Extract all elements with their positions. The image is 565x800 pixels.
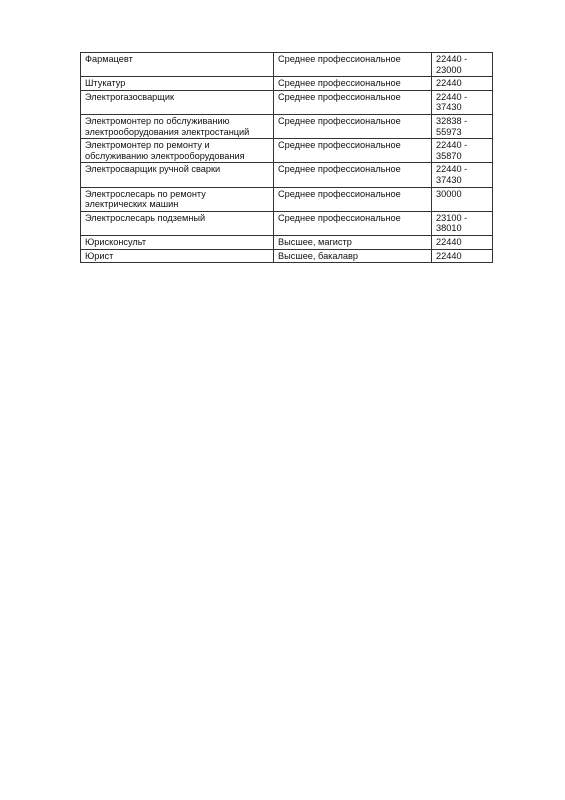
salary-cell: 23100 - 38010 xyxy=(432,211,493,235)
table-row xyxy=(81,114,493,138)
education-cell: Среднее профессиональное xyxy=(274,90,432,114)
salary-cell: 32838 - 55973 xyxy=(432,114,493,138)
salary-cell: 22440 - 37430 xyxy=(432,90,493,114)
table-row xyxy=(81,163,493,187)
table-row xyxy=(81,211,493,235)
education-cell: Среднее профессиональное xyxy=(274,77,432,91)
education-cell: Среднее профессиональное xyxy=(274,114,432,138)
salary-cell: 22440 xyxy=(432,77,493,91)
table-row xyxy=(81,77,493,91)
profession-cell: Электромонтер по обслуживанию электрооборудования электростанций xyxy=(81,114,274,138)
table-row xyxy=(81,235,493,249)
profession-cell: Штукатур xyxy=(81,77,274,91)
profession-cell: Электрослесарь подземный xyxy=(81,211,274,235)
salary-cell: 22440 - 35870 xyxy=(432,139,493,163)
profession-cell: Электрослесарь по ремонту электрических машин xyxy=(81,187,274,211)
profession-cell: Электрогазосварщик xyxy=(81,90,274,114)
education-cell: Среднее профессиональное xyxy=(274,139,432,163)
education-cell: Среднее профессиональное xyxy=(274,53,432,77)
salary-cell: 22440 xyxy=(432,235,493,249)
profession-cell: Электромонтер по ремонту и обслуживанию электрооборудования xyxy=(81,139,274,163)
profession-cell: Юрист xyxy=(81,249,274,263)
table-row xyxy=(81,249,493,263)
profession-cell: Фармацевт xyxy=(81,53,274,77)
salary-cell: 30000 xyxy=(432,187,493,211)
profession-cell: Электросварщик ручной сварки xyxy=(81,163,274,187)
education-cell: Высшее, бакалавр xyxy=(274,249,432,263)
table-row xyxy=(81,139,493,163)
table-row xyxy=(81,90,493,114)
education-cell: Высшее, магистр xyxy=(274,235,432,249)
salary-cell: 22440 - 23000 xyxy=(432,53,493,77)
education-cell: Среднее профессиональное xyxy=(274,187,432,211)
education-cell: Среднее профессиональное xyxy=(274,211,432,235)
salary-cell: 22440 xyxy=(432,249,493,263)
education-cell: Среднее профессиональное xyxy=(274,163,432,187)
table-row xyxy=(81,53,493,77)
profession-cell: Юрисконсульт xyxy=(81,235,274,249)
table-row xyxy=(81,187,493,211)
vacancies-table xyxy=(80,52,493,263)
salary-cell: 22440 - 37430 xyxy=(432,163,493,187)
